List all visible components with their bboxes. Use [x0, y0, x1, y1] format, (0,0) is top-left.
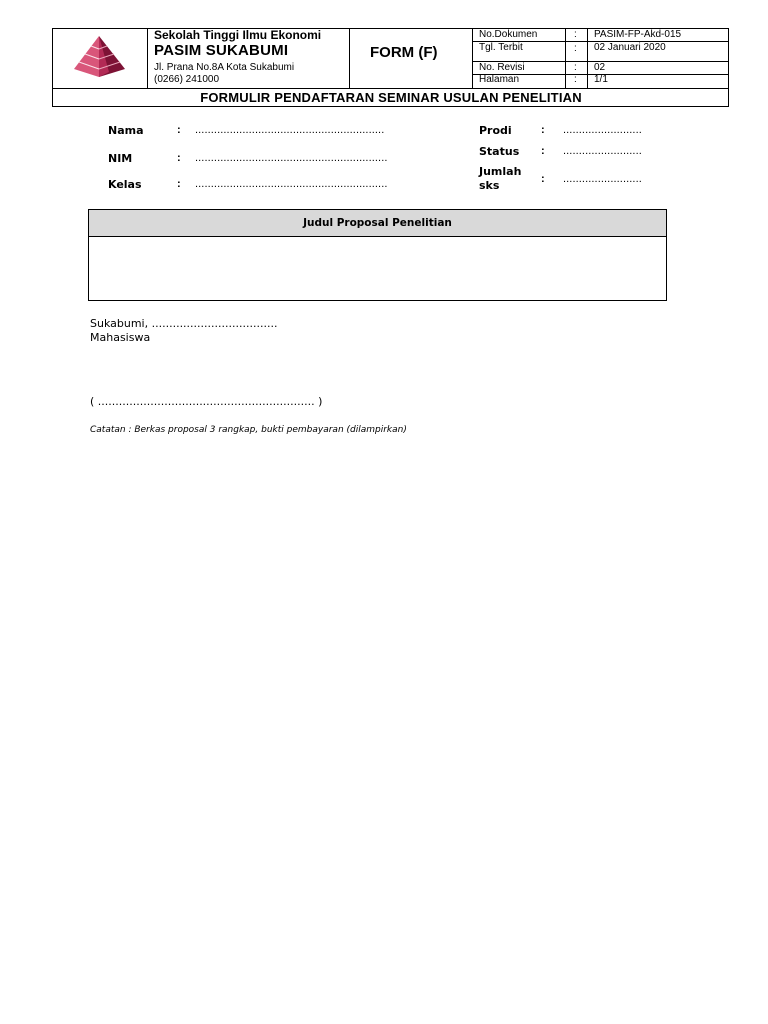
header-divider [472, 29, 473, 89]
meta-value-page: 1/1 [594, 74, 608, 85]
field-colon: : [177, 152, 181, 164]
institution-phone: (0266) 241000 [154, 74, 220, 85]
meta-label: Halaman [479, 74, 520, 85]
field-label-kelas: Kelas [108, 178, 142, 191]
header-divider [53, 88, 729, 89]
field-label-sks: sks [479, 179, 500, 192]
meta-label: No. Revisi [479, 62, 525, 73]
signature-place-date[interactable]: Sukabumi, .................................... [90, 317, 278, 330]
meta-sep: : [574, 43, 577, 54]
note-text: Catatan : Berkas proposal 3 rangkap, bukti pembayaran (dilampirkan) [90, 425, 407, 435]
signature-role: Mahasiswa [90, 331, 151, 344]
document-header [52, 28, 729, 107]
meta-sep: : [574, 62, 577, 73]
form-title: FORMULIR PENDAFTARAN SEMINAR USULAN PENELITIAN [200, 90, 582, 105]
field-input-status[interactable]: ......................... [563, 145, 642, 157]
meta-label: Tgl. Terbit [479, 42, 523, 53]
field-input-jumlah-sks[interactable]: ......................... [563, 173, 642, 185]
field-input-nama[interactable]: ............................................................ [195, 124, 385, 136]
header-divider [349, 29, 350, 89]
meta-value-doc-number: PASIM-FP-Akd-015 [594, 29, 682, 40]
pyramid-logo-icon [69, 35, 129, 77]
proposal-title-box [88, 209, 667, 301]
proposal-title-input[interactable] [89, 237, 666, 300]
field-colon: : [177, 178, 181, 190]
header-divider [147, 29, 148, 89]
signature-name-line[interactable]: ( .............................................................. ) [90, 395, 323, 408]
field-input-prodi[interactable]: ......................... [563, 124, 642, 136]
field-label-jumlah: Jumlah [479, 165, 522, 178]
meta-sep: : [574, 74, 577, 85]
field-label-prodi: Prodi [479, 124, 512, 137]
meta-value-revision: 02 [594, 62, 606, 73]
field-label-status: Status [479, 145, 520, 158]
field-input-nim[interactable]: ............................................................. [195, 152, 388, 164]
header-divider [587, 29, 588, 89]
field-colon: : [541, 145, 545, 157]
field-colon: : [541, 173, 545, 185]
institution-address: Jl. Prana No.8A Kota Sukabumi [154, 62, 295, 73]
meta-label: No.Dokumen [479, 29, 538, 40]
field-input-kelas[interactable]: ............................................................. [195, 178, 388, 190]
proposal-title-heading: Judul Proposal Penelitian [89, 210, 666, 237]
field-colon: : [177, 124, 181, 136]
header-divider [565, 29, 566, 89]
institution-name: PASIM SUKABUMI [154, 42, 289, 59]
institution-line1: Sekolah Tinggi Ilmu Ekonomi [154, 28, 322, 42]
field-label-nama: Nama [108, 124, 144, 137]
form-code: FORM (F) [370, 44, 438, 61]
meta-sep: : [574, 29, 577, 40]
field-label-nim: NIM [108, 152, 133, 165]
meta-value-issue-date: 02 Januari 2020 [594, 42, 666, 53]
field-colon: : [541, 124, 545, 136]
